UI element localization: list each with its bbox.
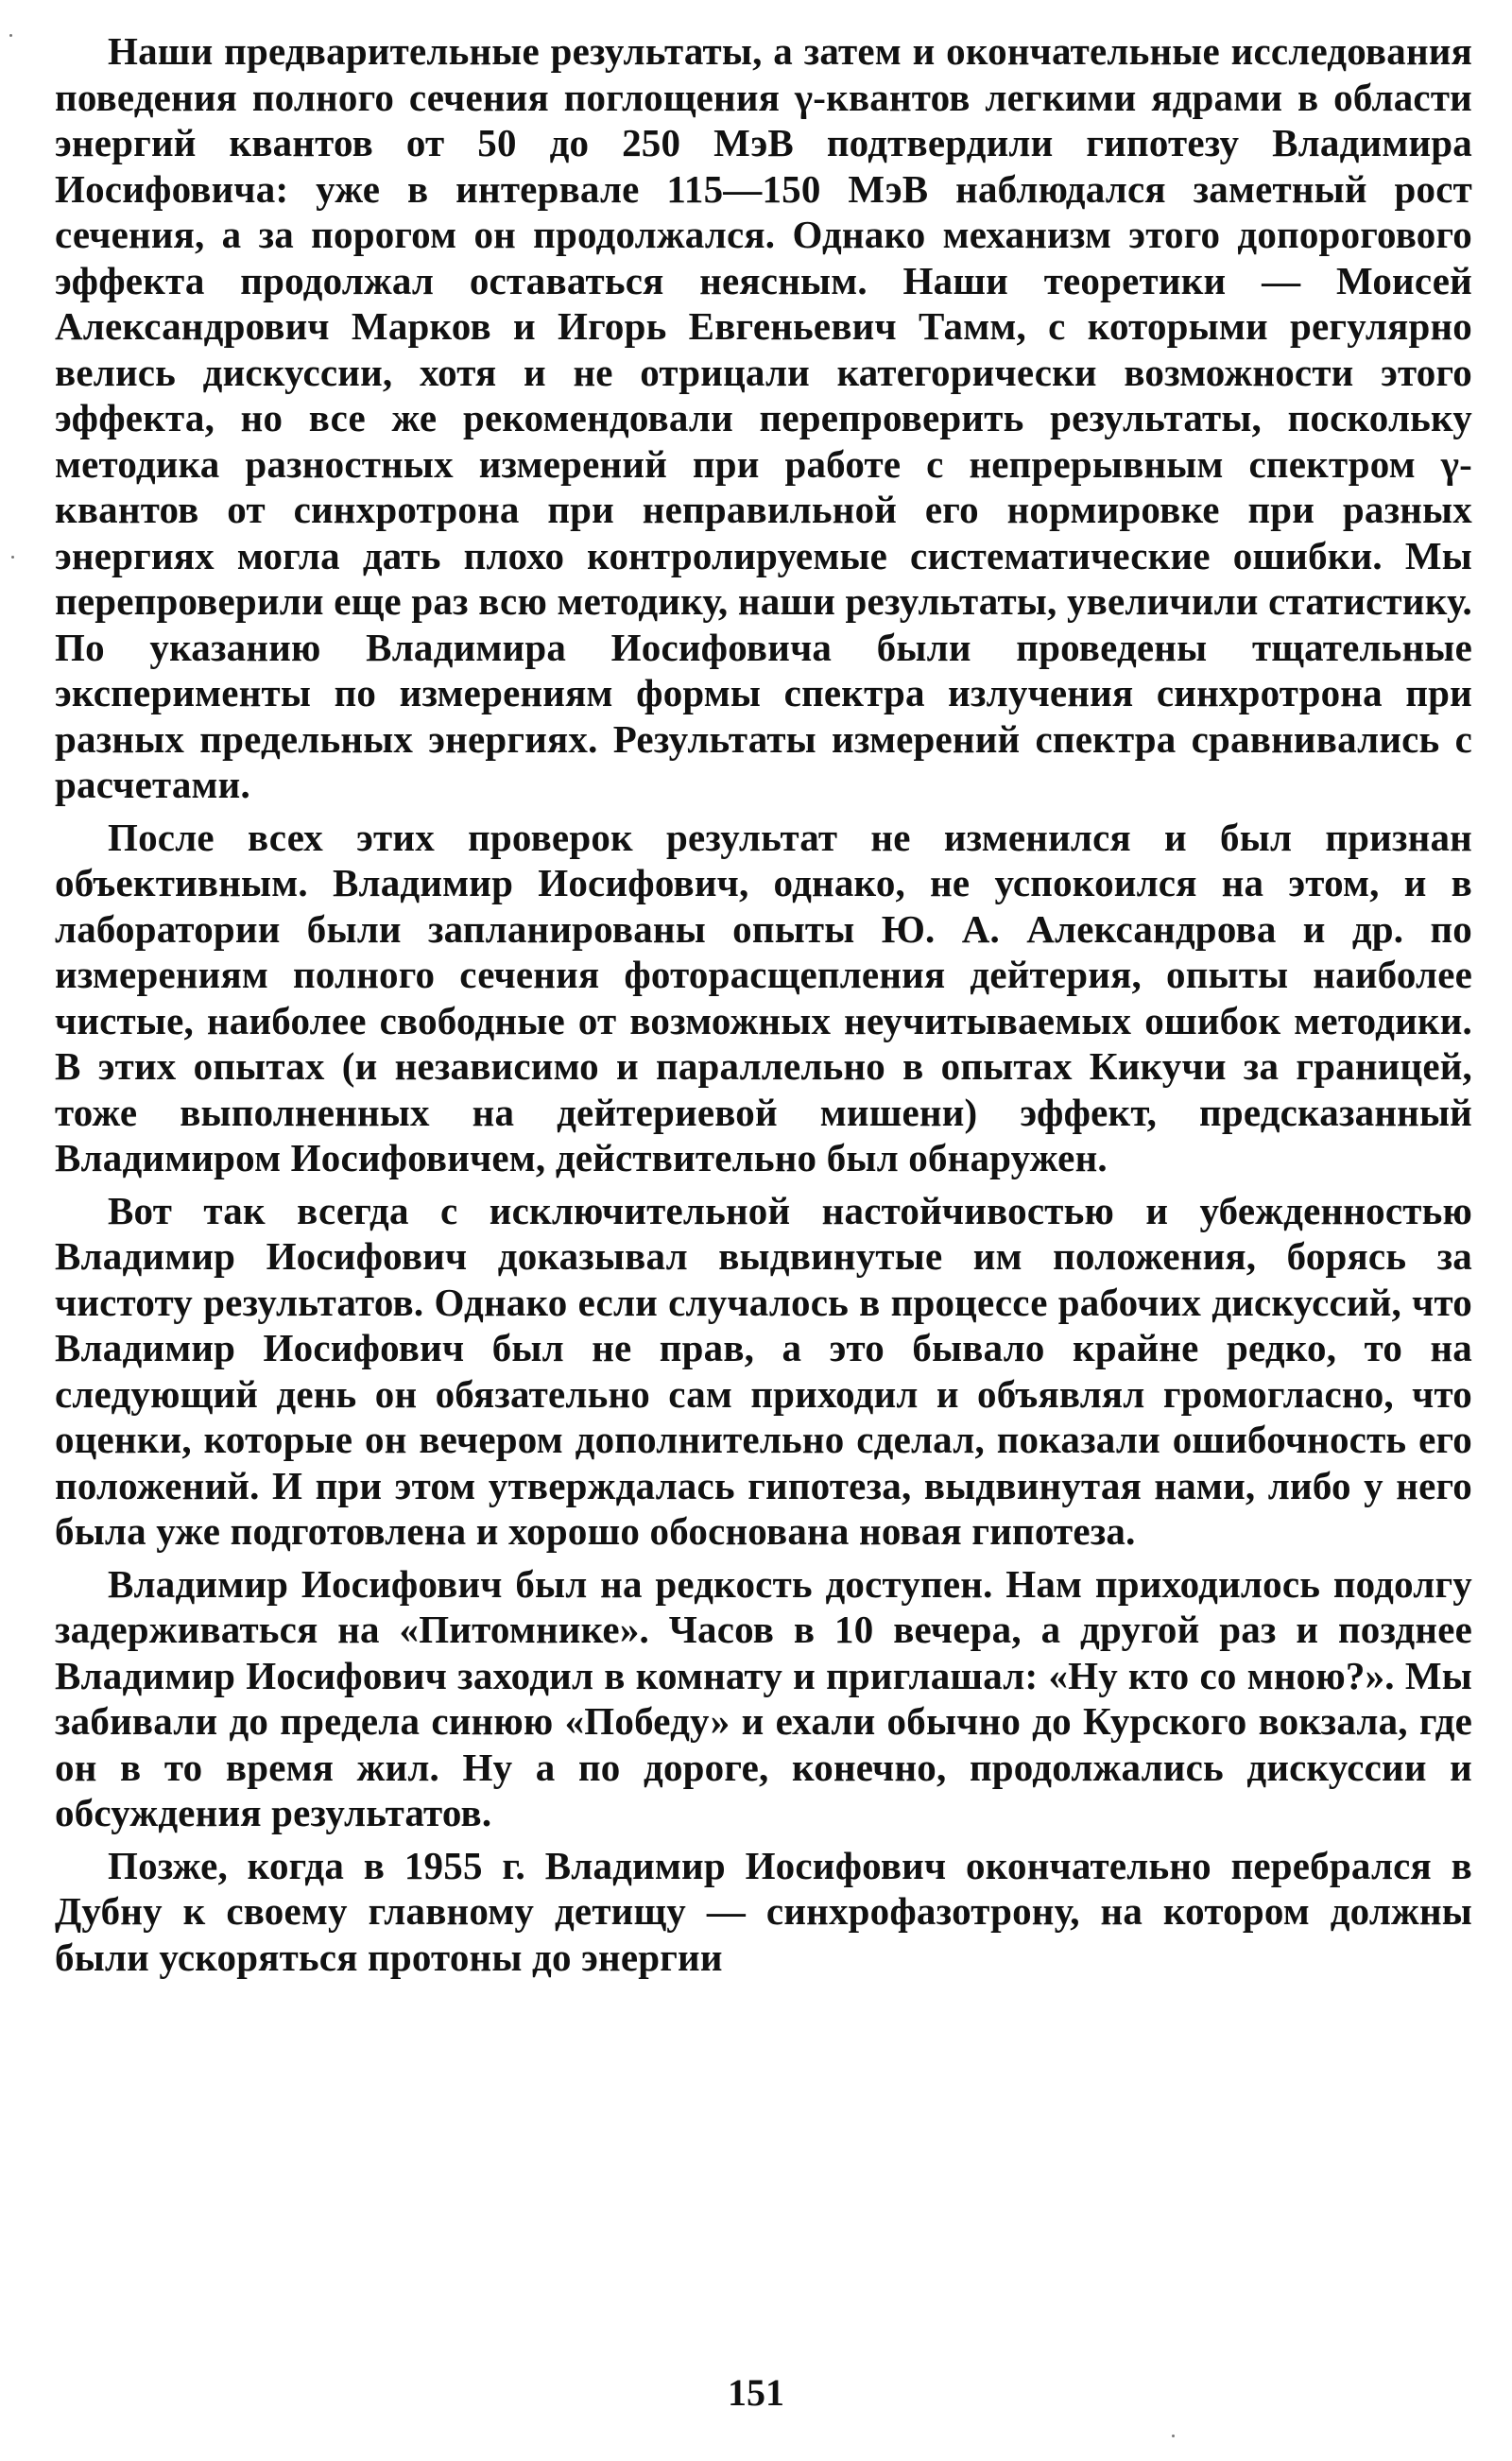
scan-speck: [11, 556, 14, 559]
paragraph-5: Позже, когда в 1955 г. Владимир Иосифович окончательно перебрался в Дубну к своему главному детищу — синхрофазотрону, на котором должны были ускоряться протоны до энергии: [55, 1843, 1472, 1979]
scan-speck: [1172, 2435, 1175, 2437]
scan-speck: [9, 34, 12, 37]
paragraph-2: После всех этих проверок результат не изменился и был признан объективным. Владимир Иосифович, однако, не успокоился на этом, и в лаборатории были запланированы опыты Ю. А. Александрова и др. по измерениям полного сечения фоторасщепления дейтерия, опыты наиболее чистые, наиболее свободные от возможных неучитываемых ошибок методики. В этих опытах (и независимо и параллельно в опытах Кикучи за границей, тоже выполненных на дейтериевой мишени) эффект, предсказанный Владимиром Иосифовичем, действительно был обнаружен.: [55, 815, 1472, 1179]
paragraph-4: Владимир Иосифович был на редкость доступен. Нам приходилось подолгу задерживаться на «Питомнике». Часов в 10 вечера, а другой раз и позднее Владимир Иосифович заходил в комнату и приглашал: «Ну кто со мною?». Мы забивали до предела синюю «Победу» и ехали обычно до Курского вокзала, где он в то время жил. Ну а по дороге, конечно, продолжались дискуссии и обсуждения результатов.: [55, 1561, 1472, 1834]
paragraph-3: Вот так всегда с исключительной настойчивостью и убежденностью Владимир Иосифович доказывал выдвинутые им положения, борясь за чистоту результатов. Однако если случалось в процессе рабочих дискуссий, что Владимир Иосифович был не прав, а это бывало крайне редко, то на следующий день он обязательно сам приходил и объявлял громогласно, что оценки, которые он вечером дополнительно сделал, показали ошибочность его положений. И при этом утверждалась гипотеза, выдвинутая нами, либо у него была уже подготовлена и хорошо обоснована новая гипотеза.: [55, 1188, 1472, 1553]
body-text: [55, 28, 1472, 1980]
page-number: 151: [728, 2371, 784, 2414]
paragraph-1: Наши предварительные результаты, а затем и окончательные исследования поведения полного сечения поглощения γ-квантов легкими ядрами в области энергий квантов от 50 до 250 МэВ подтвердили гипотезу Владимира Иосифовича: уже в интервале 115—150 МэВ наблюдался заметный рост сечения, а за порогом он продолжался. Однако механизм этого допорогового эффекта продолжал оставаться неясным. Наши теоретики — Моисей Александрович Марков и Игорь Евгеньевич Тамм, с которыми регулярно велись дискуссии, хотя и не отрицали категорически возможности этого эффекта, но все же рекомендовали перепроверить результаты, поскольку методика разностных измерений при работе с непрерывным спектром γ-квантов от синхротрона при неправильной его нормировке при разных энергиях могла дать плохо контролируемые систематические ошибки. Мы перепроверили еще раз всю методику, наши результаты, увеличили статистику. По указанию Владимира Иосифовича были проведены тщательные эксперименты по измерениям формы спектра излучения синхротрона при разных предельных энергиях. Результаты измерений спектра сравнивались с расчетами.: [55, 29, 1472, 806]
